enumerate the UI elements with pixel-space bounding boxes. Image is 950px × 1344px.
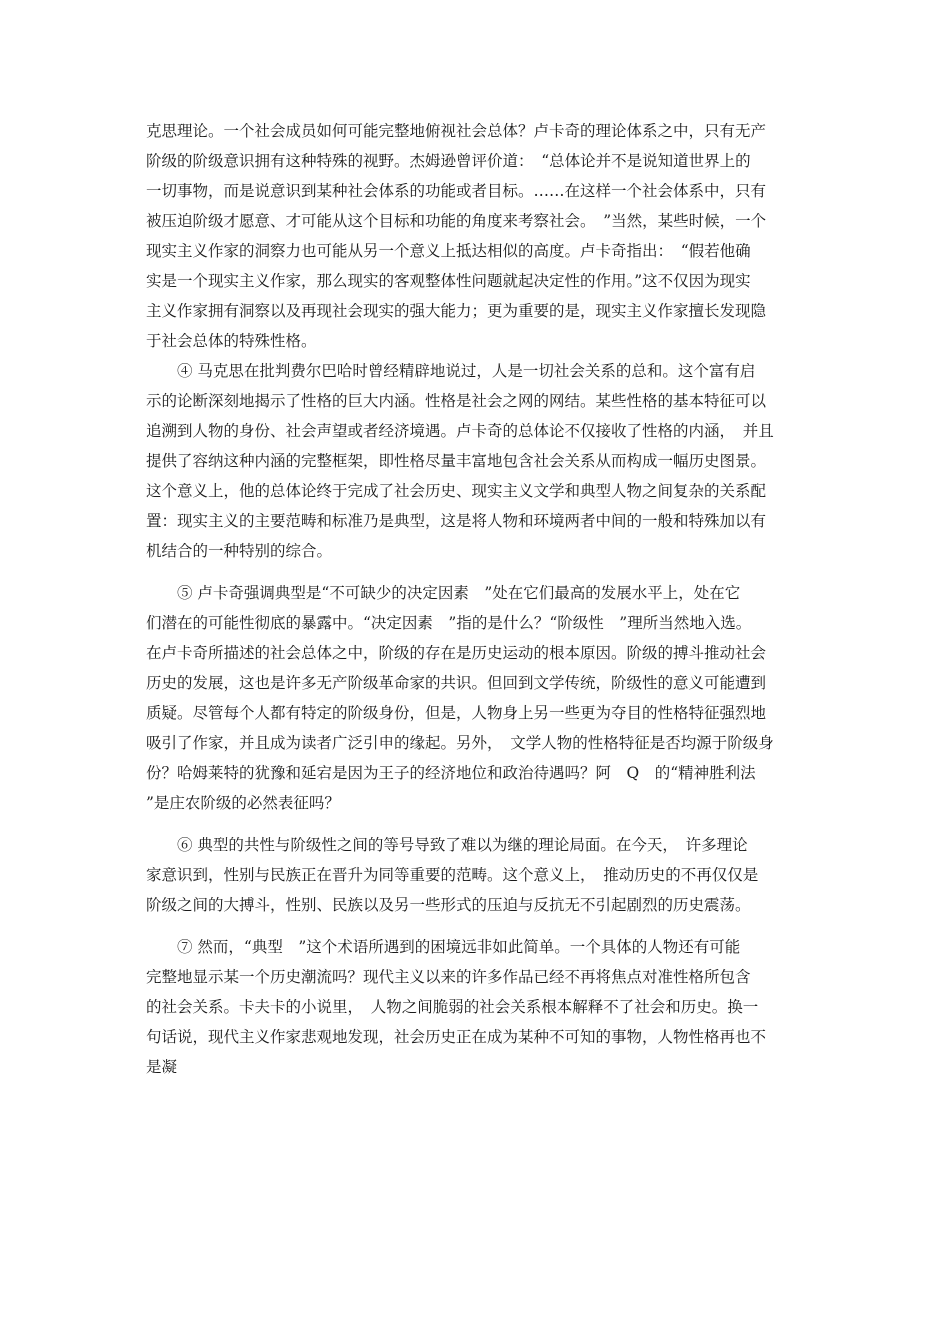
text-line: 份？哈姆莱特的犹豫和延宕是因为王子的经济地位和政治待遇吗？阿 Q 的“精神胜利法	[146, 764, 756, 782]
paragraph-7	[146, 932, 816, 1082]
paragraph-gap	[146, 920, 816, 932]
text-line: 示的论断深刻地揭示了性格的巨大内涵。性格是社会之网的网结。某些性格的基本特征可以	[146, 392, 767, 410]
paragraph-6	[146, 830, 816, 920]
text-line: 们潜在的可能性彻底的暴露中。“决定因素 ”指的是什么？“阶级性 ”理所当然地入选。	[146, 614, 752, 632]
text-line: ④ 马克思在批判费尔巴哈时曾经精辟地说过，人是一切社会关系的总和。这个富有启	[146, 362, 756, 380]
text-line: 的社会关系。卡夫卡的小说里， 人物之间脆弱的社会关系根本解释不了社会和历史。换一	[146, 998, 759, 1016]
text-line: 家意识到，性别与民族正在晋升为同等重要的范畴。这个意义上， 推动历史的不再仅仅是	[146, 866, 759, 884]
text-line: 是凝	[146, 1058, 178, 1076]
text-line: ⑦ 然而，“典型 ”这个术语所遇到的困境远非如此简单。一个具体的人物还有可能	[146, 938, 741, 956]
document-body	[146, 116, 816, 1082]
text-line: 一切事物，而是说意识到某种社会体系的功能或者目标。……在这样一个社会体系中，只有	[146, 182, 767, 200]
paragraph-5	[146, 578, 816, 818]
text-line: 实是一个现实主义作家，那么现实的客观整体性问题就起决定性的作用。”这不仅因为现实	[146, 272, 751, 290]
text-line: 机结合的一种特别的综合。	[146, 542, 333, 560]
text-line: 阶级的阶级意识拥有这种特殊的视野。杰姆逊曾评价道： “总体论并不是说知道世界上的	[146, 152, 751, 170]
text-line: 在卢卡奇所描述的社会总体之中，阶级的存在是历史运动的根本原因。阶级的搏斗推动社会	[146, 644, 767, 662]
text-line: 被压迫阶级才愿意、才可能从这个目标和功能的角度来考察社会。 ”当然，某些时候，一个	[146, 212, 767, 230]
text-line: ⑤ 卢卡奇强调典型是“不可缺少的决定因素 ”处在它们最高的发展水平上，处在它	[146, 584, 741, 602]
text-line: 完整地显示某一个历史潮流吗？现代主义以来的许多作品已经不再将焦点对准性格所包含	[146, 968, 751, 986]
text-line: 这个意义上，他的总体论终于完成了社会历史、现实主义文学和典型人物之间复杂的关系配	[146, 482, 767, 500]
text-line: 阶级之间的大搏斗，性别、民族以及另一些形式的压迫与反抗无不引起剧烈的历史震荡。	[146, 896, 751, 914]
text-line: 主义作家拥有洞察以及再现社会现实的强大能力；更为重要的是，现实主义作家擅长发现隐	[146, 302, 767, 320]
text-line: 句话说，现代主义作家悲观地发现，社会历史正在成为某种不可知的事物，人物性格再也不	[146, 1028, 767, 1046]
text-line: 克思理论。一个社会成员如何可能完整地俯视社会总体？卢卡奇的理论体系之中，只有无产	[146, 122, 767, 140]
text-line: 吸引了作家，并且成为读者广泛引申的缘起。另外， 文学人物的性格特征是否均源于阶级身	[146, 734, 774, 752]
text-line: 历史的发展，这也是许多无产阶级革命家的共识。但回到文学传统，阶级性的意义可能遭到	[146, 674, 767, 692]
text-line: 现实主义作家的洞察力也可能从另一个意义上抵达相似的高度。卢卡奇指出： “假若他确	[146, 242, 751, 260]
paragraph-gap	[146, 818, 816, 830]
text-line: 质疑。尽管每个人都有特定的阶级身份，但是，人物身上另一些更为夺目的性格特征强烈地	[146, 704, 767, 722]
text-line: ”是庄农阶级的必然表征吗？	[146, 794, 340, 812]
text-line: 追溯到人物的身份、社会声望或者经济境遇。卢卡奇的总体论不仅接收了性格的内涵， 并且	[146, 422, 774, 440]
text-line: 置：现实主义的主要范畴和标准乃是典型，这是将人物和环境两者中间的一般和特殊加以有	[146, 512, 767, 530]
paragraph-4	[146, 356, 816, 566]
text-line: 提供了容纳这种内涵的完整框架，即性格尽量丰富地包含社会关系从而构成一幅历史图景。	[146, 452, 767, 470]
text-line: ⑥ 典型的共性与阶级性之间的等号导致了难以为继的理论局面。在今天， 许多理论	[146, 836, 748, 854]
paragraph-continuation	[146, 116, 816, 356]
text-line: 于社会总体的特殊性格。	[146, 332, 317, 350]
paragraph-gap	[146, 566, 816, 578]
